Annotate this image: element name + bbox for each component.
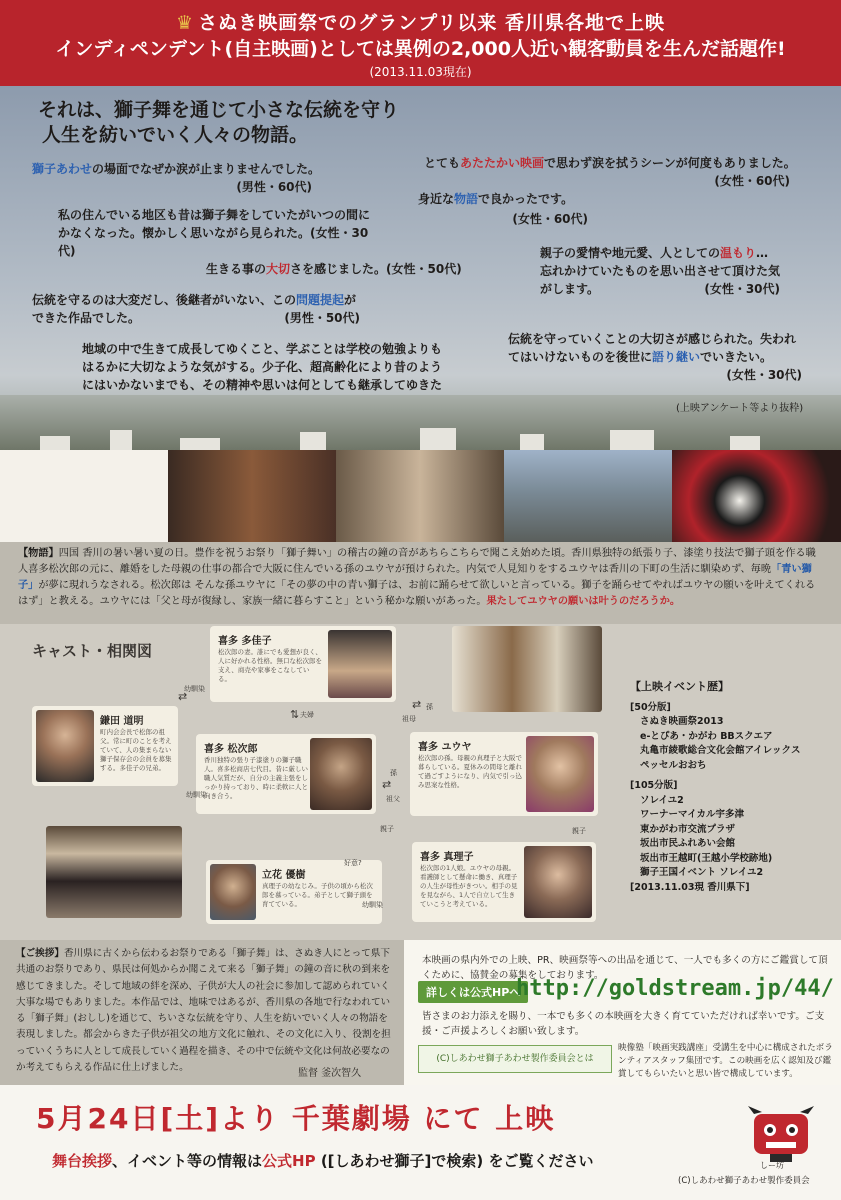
- official-url-link[interactable]: http://goldstream.jp/44/: [516, 976, 834, 1001]
- story-section: 【物語】四国 香川の暑い暑い夏の日。豊作を祝うお祭り「獅子舞い」の稽古の鐘の音があちらこちらで聞こえ始めた頃。香川県独特の紙張り子、漆塗り技法で獅子頭を作る職人喜多松次郎の元に、離婚をした母親の仕事の都合で大阪に住んでいる孫のユウヤが預けられた。内気で人見知りをするユウヤは香川の下町の生活に馴染めず、毎晩「青い獅子」が夢に現れうなされる。松次郎は そんな孫ユウヤに「その夢の中の青い獅子は、お前に踊らせて欲しいと言っている。獅子を踊らせてやればユウヤの願いを叶えてくれるはず」と教える。ユウヤには「父と母が復縁し、家族一緒に暮らすこと」という秘かな願いがあった。果たしてユウヤの願いは叶うのだろうか。: [0, 542, 841, 624]
- cast-card-mariko: 喜多 真理子 松次郎の1人娘。ユウヤの母親。看護師として懸命に働き、真理子の人生が母性がきつい。相手の見を見ながら、1人で自立して生きていこうと考えている。: [412, 842, 596, 922]
- survey-note: (上映アンケート等より抜粋): [676, 403, 804, 414]
- cast-title: キャスト・相関図: [32, 642, 153, 660]
- director-signature: 監督 釜次智久: [298, 1068, 362, 1079]
- cast-card-matsujiro: 喜多 松次郎 香川独特の張り子漆塗りの獅子職人。喜多松商店七代目。昔に厳しい職人気質だが、自分の主義主張をしっかり持っており、時に柔軟に人と向き合う。: [196, 734, 376, 814]
- relation-label: 孫: [390, 769, 397, 777]
- banner-line-1: さぬき映画祭でのグランプリ以来 香川県各地で上映: [198, 12, 665, 34]
- cast-card-yuki: 立花 優樹 真理子の幼なじみ。子供の頃から松次郎を慕っている。弟子として獅子頭を育てている。: [206, 860, 382, 924]
- scene-photo-2: [168, 450, 336, 542]
- relation-label: 孫: [426, 703, 433, 711]
- relation-label: 祖父: [386, 795, 400, 803]
- greeting-section: 【ご挨拶】香川県に古くから伝わるお祭りである「獅子舞」は、さぬき人にとって県下共通のお祭りであり、県民は何処からか聞こえて来る「獅子舞」の鐘の音に秋の到来を感じてきました。そして地域の絆を深め、子供が大人の社会に参加して認められていく大事な場でもありました。本作品では、地味ではあるが、香川県の各地で行なわれている「獅子舞」(おしし)を通じて、ちいさな伝統を守り、人生を紡いでいく人々の物語を表現しました。都会からきた子供が祖父の地方文化に触れ、その文化に入り、役割を担っていくうちに人として成長していく過程を描き、その中で伝統や文化は何故必要なのか考えてもらえる作品に仕上げました。 監督 釜次智久: [0, 940, 404, 1085]
- relation-label: 親子: [380, 825, 394, 833]
- relation-label: 幼馴染: [362, 901, 383, 909]
- quote-8: 親子の愛情や地元愛、人としての温もり…忘れかけていたものを思い出させて頂けた気がします。 (女性・30代): [540, 246, 781, 296]
- scene-photo-4: [504, 450, 672, 542]
- headline: それは、獅子舞を通じて小さな伝統を守り 人生を紡いでいく人々の物語。: [38, 99, 400, 146]
- top-banner: [0, 0, 841, 86]
- crown-icon: ♛: [176, 12, 195, 34]
- matsujiro-portrait: [310, 738, 372, 810]
- screening-history: 【上映イベント歴】 [50分版] さぬき映画祭2013 e-とぴあ・かがわ BBスクエア 丸亀市綾歌総合文化会館アイレックス ペッセルおおち [105分版] ソレイユ2 ワーナーマイカル宇多津 東かがわ市交流プラザ 坂出市民ふれあい会館 坂出市王越町(王越小学校跡地) 獅子王国イベント ソレイユ2 [2013.11.03現 香川県下]: [630, 680, 801, 893]
- festival-group-photo: [46, 826, 182, 918]
- quote-4: 伝統を守るのは大変だし、後継者がいない、この問題提起ができた作品でした。 (男性・50代): [32, 293, 360, 325]
- scene-photo-1: [0, 450, 168, 542]
- quote-3: 生きる事の大切さを感じました。(女性・50代): [206, 262, 462, 276]
- mariko-portrait: [524, 846, 592, 918]
- cast-card-michiaki: 鎌田 道明 町内会会長で松郎の祖父。常に町のことを考えていて、人の集まらない獅子保存会の会員を募集する。多佳子の兄弟。: [32, 706, 178, 786]
- banner-line-2: インディペンデント(自主映画)としては異例の2,000人近い観客動員を生んだ話題作!: [55, 38, 786, 60]
- shishi-head-photo: [672, 450, 841, 542]
- relation-label: 好意?: [344, 859, 362, 867]
- quote-5: 地域の中で生きて成長してゆくこと、学ぶことは学校の勉強よりもはるかに大切なような気がする。少子化、超高齢化により昔のようにはいかないまでも、その精神や思いは何としても継承してゆきた: [82, 342, 443, 392]
- arrow-icon: ⇄: [178, 690, 188, 703]
- relation-label: 幼馴染: [186, 791, 207, 799]
- yuki-portrait: [210, 864, 256, 920]
- michiaki-portrait: [36, 710, 94, 782]
- relation-label: 夫婦: [300, 711, 314, 719]
- relation-label: 親子: [572, 827, 586, 835]
- takako-portrait: [328, 630, 392, 698]
- relation-label: 祖母: [402, 715, 416, 723]
- yuya-portrait: [526, 736, 594, 812]
- cast-card-yuya: 喜多 ユウヤ 松次郎の孫。母親の真理子と大阪で暮らしている。夏休みの間母と離れて過ごすようになり、内気で引っ込み思案な性格。: [410, 732, 598, 816]
- arrow-icon: ⇄: [382, 778, 392, 791]
- quote-7: 身近な物語で良かったです。 (女性・60代): [418, 192, 588, 226]
- scene-photo-strip: [0, 450, 841, 542]
- relation-label: 幼馴染: [184, 685, 205, 693]
- quote-1: 獅子あわせの場面でなぜか涙が止まりませんでした。 (男性・60代): [32, 162, 321, 194]
- banner-date: (2013.11.03現在): [369, 65, 472, 79]
- scene-photo-3: [336, 450, 504, 542]
- quote-6: とてもあたたかい映画で思わず涙を拭うシーンが何度もありました。 (女性・60代): [424, 156, 796, 188]
- support-section: 本映画の県内外での上映、PR、映画祭等への出品を通じて、一人でも多くの方にご鑑賞して頂くために、協賛金の募集をしております。 詳しくは公式HPへ http://goldstream.jp/44/ 皆さまのお力添えを賜り、一本でも多くの本映画を大きく育てていただければ幸いです。ご支援・ご声援よろしくお願い致します。 (C)しあわせ獅子あわせ製作委員会とは 映像塾「映画実践講座」受講生を中心に構成されたボランティアスタッフ集団です。この映画を広く認知及び鑑賞してもらいたいと思い皆で構成しています。: [404, 940, 841, 1085]
- committee-label: (C)しあわせ獅子あわせ製作委員会とは: [418, 1045, 612, 1073]
- event-info: 舞台挨拶、イベント等の情報は公式HP ([しあわせ獅子]で検索) をご覧ください: [52, 1152, 594, 1170]
- house-interior-photo: [452, 626, 602, 712]
- quote-9: 伝統を守っていくことの大切さが感じられた。失われてはいけないものを後世に語り継いでいきたい。 (女性・30代): [508, 332, 802, 382]
- shishi-mascot-icon: [748, 1106, 814, 1162]
- mascot-name: しー坊: [760, 1161, 784, 1170]
- arrow-icon: ⇄: [412, 698, 422, 711]
- copyright-credit: (C)しあわせ獅子あわせ製作委員会: [678, 1176, 810, 1186]
- quote-2: 私の住んでいる地区も昔は獅子舞をしていたがいつの間にかなくなった。懐かしく思いながら見られた。(女性・30代): [58, 208, 371, 258]
- screening-date: 5月24日[土]より 千葉劇場 にて 上映: [36, 1102, 556, 1135]
- official-hp-button[interactable]: 詳しくは公式HPへ: [418, 981, 528, 1003]
- cast-card-takako: 喜多 多佳子 松次郎の妻。誰にでも愛想が良く、人に好かれる性格。無口な松次郎を支え、商売や家事をこなしている。: [210, 626, 396, 702]
- arrow-icon: ⇅: [290, 708, 300, 721]
